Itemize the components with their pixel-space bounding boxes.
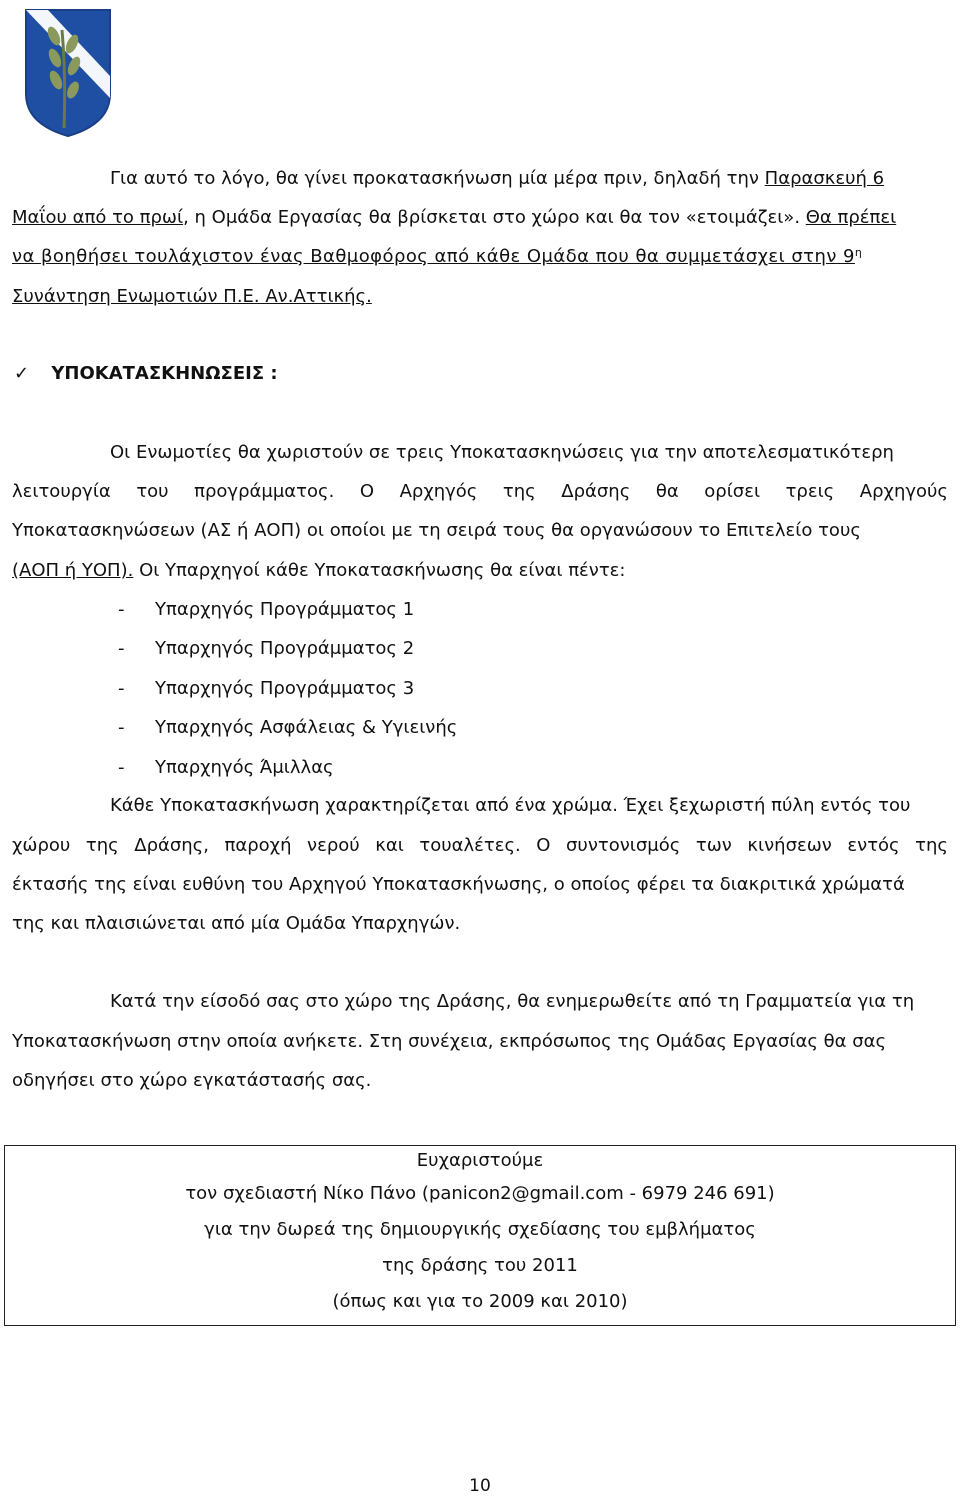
para1-line3 (12, 245, 862, 269)
para2-line4 (12, 559, 625, 583)
para1-text: Για αυτό το λόγο, θα γίνει προκατασκήνωση μία μέρα πριν, δηλαδή την (110, 168, 765, 189)
list-text: Υπαρχηγός Προγράμματος 3 (155, 678, 415, 699)
list-dash: - (118, 599, 125, 620)
list-text: Υπαρχηγός Προγράμματος 2 (155, 638, 415, 659)
highlight-date-cont: Μαΐου από το πρωί (12, 207, 184, 228)
para1-text: , η Ομάδα Εργασίας θα βρίσκεται στο χώρο και θα τον «ετοιμάζει». (183, 207, 806, 228)
para3-line3: έκτασής της είναι ευθύνη του Αρχηγού Υποκατασκήνωσης, ο οποίος φέρει τα διακριτικά χρώματά (12, 874, 905, 895)
credits-designer: τον σχεδιαστή Νίκο Πάνο (panicon2@gmail.com - 6979 246 691) (185, 1183, 775, 1204)
highlight-meeting: Συνάντηση Ενωμοτιών Π.Ε. Αν.Αττικής. (12, 286, 372, 307)
para2-line2: λειτουργία του προγράμματος. Ο Αρχηγός της Δράσης θα ορίσει τρεις Αρχηγούς (12, 481, 948, 502)
credits-thanks: Ευχαριστούμε (416, 1150, 544, 1171)
highlight-must: Θα πρέπει (805, 207, 897, 228)
para1-line1 (110, 167, 884, 191)
para1-line4 (12, 285, 372, 309)
highlight-help: να βοηθήσει τουλάχιστον ένας Βαθμοφόρος από κάθε Ομάδα που θα συμμετάσχει στην 9 (12, 246, 855, 267)
list-dash: - (118, 757, 125, 778)
page-number: 10 (469, 1476, 491, 1496)
check-icon: ✓ (14, 363, 30, 384)
para4-line3: οδηγήσει στο χώρο εγκατάστασής σας. (12, 1070, 372, 1091)
list-text: Υπαρχηγός Άμιλλας (155, 757, 334, 778)
highlight-staff: (ΑΟΠ ή ΥΟΠ). (12, 560, 134, 581)
para1-line2 (12, 206, 896, 230)
list-dash: - (118, 678, 125, 699)
para2-text: Οι Υπαρχηγοί κάθε Υποκατασκήνωσης θα είναι πέντε: (133, 560, 626, 581)
list-item (118, 677, 415, 701)
list-item (118, 598, 415, 622)
credits-box (4, 1145, 956, 1326)
para4-line1: Κατά την είσοδό σας στο χώρο της Δράσης, θα ενημερωθείτε από τη Γραμματεία για τη (110, 991, 915, 1012)
list-dash: - (118, 717, 125, 738)
list-item (118, 716, 458, 740)
section-title: ΥΠΟΚΑΤΑΣΚΗΝΩΣΕΙΣ : (51, 363, 278, 384)
credits-year: της δράσης του 2011 (382, 1255, 578, 1276)
para3-line1: Κάθε Υποκατασκήνωση χαρακτηρίζεται από ένα χρώμα. Έχει ξεχωριστή πύλη εντός του (110, 795, 911, 816)
para2-line3: Υποκατασκηνώσεων (ΑΣ ή ΑΟΠ) οι οποίοι με τη σειρά τους θα οργανώσουν το Επιτελείο τους (12, 520, 861, 541)
list-item (118, 637, 415, 661)
list-dash: - (118, 638, 125, 659)
para2-line1: Οι Ενωμοτίες θα χωριστούν σε τρεις Υποκατασκηνώσεις για την αποτελεσματικότερη (110, 442, 894, 463)
para3-line2: χώρου της Δράσης, παροχή νερού και τουαλέτες. Ο συντονισμός των κινήσεων εντός της (12, 835, 948, 856)
list-text: Υπαρχηγός Ασφάλειας & Υγιεινής (155, 717, 458, 738)
para4-line2: Υποκατασκήνωση στην οποία ανήκετε. Στη συνέχεια, εκπρόσωπος της Ομάδας Εργασίας θα σας (12, 1031, 887, 1052)
highlight-date: Παρασκευή 6 (764, 168, 885, 189)
list-text: Υπαρχηγός Προγράμματος 1 (155, 599, 415, 620)
credits-previous: (όπως και για το 2009 και 2010) (332, 1291, 628, 1312)
section-heading (14, 362, 278, 386)
credits-donation: για την δωρεά της δημιουργικής σχεδίασης του εμβλήματος (204, 1219, 756, 1240)
para3-line4: της και πλαισιώνεται από μία Ομάδα Υπαρχηγών. (12, 913, 461, 934)
list-item (118, 756, 334, 780)
superscript: η (854, 246, 863, 259)
emblem-logo (22, 6, 114, 138)
